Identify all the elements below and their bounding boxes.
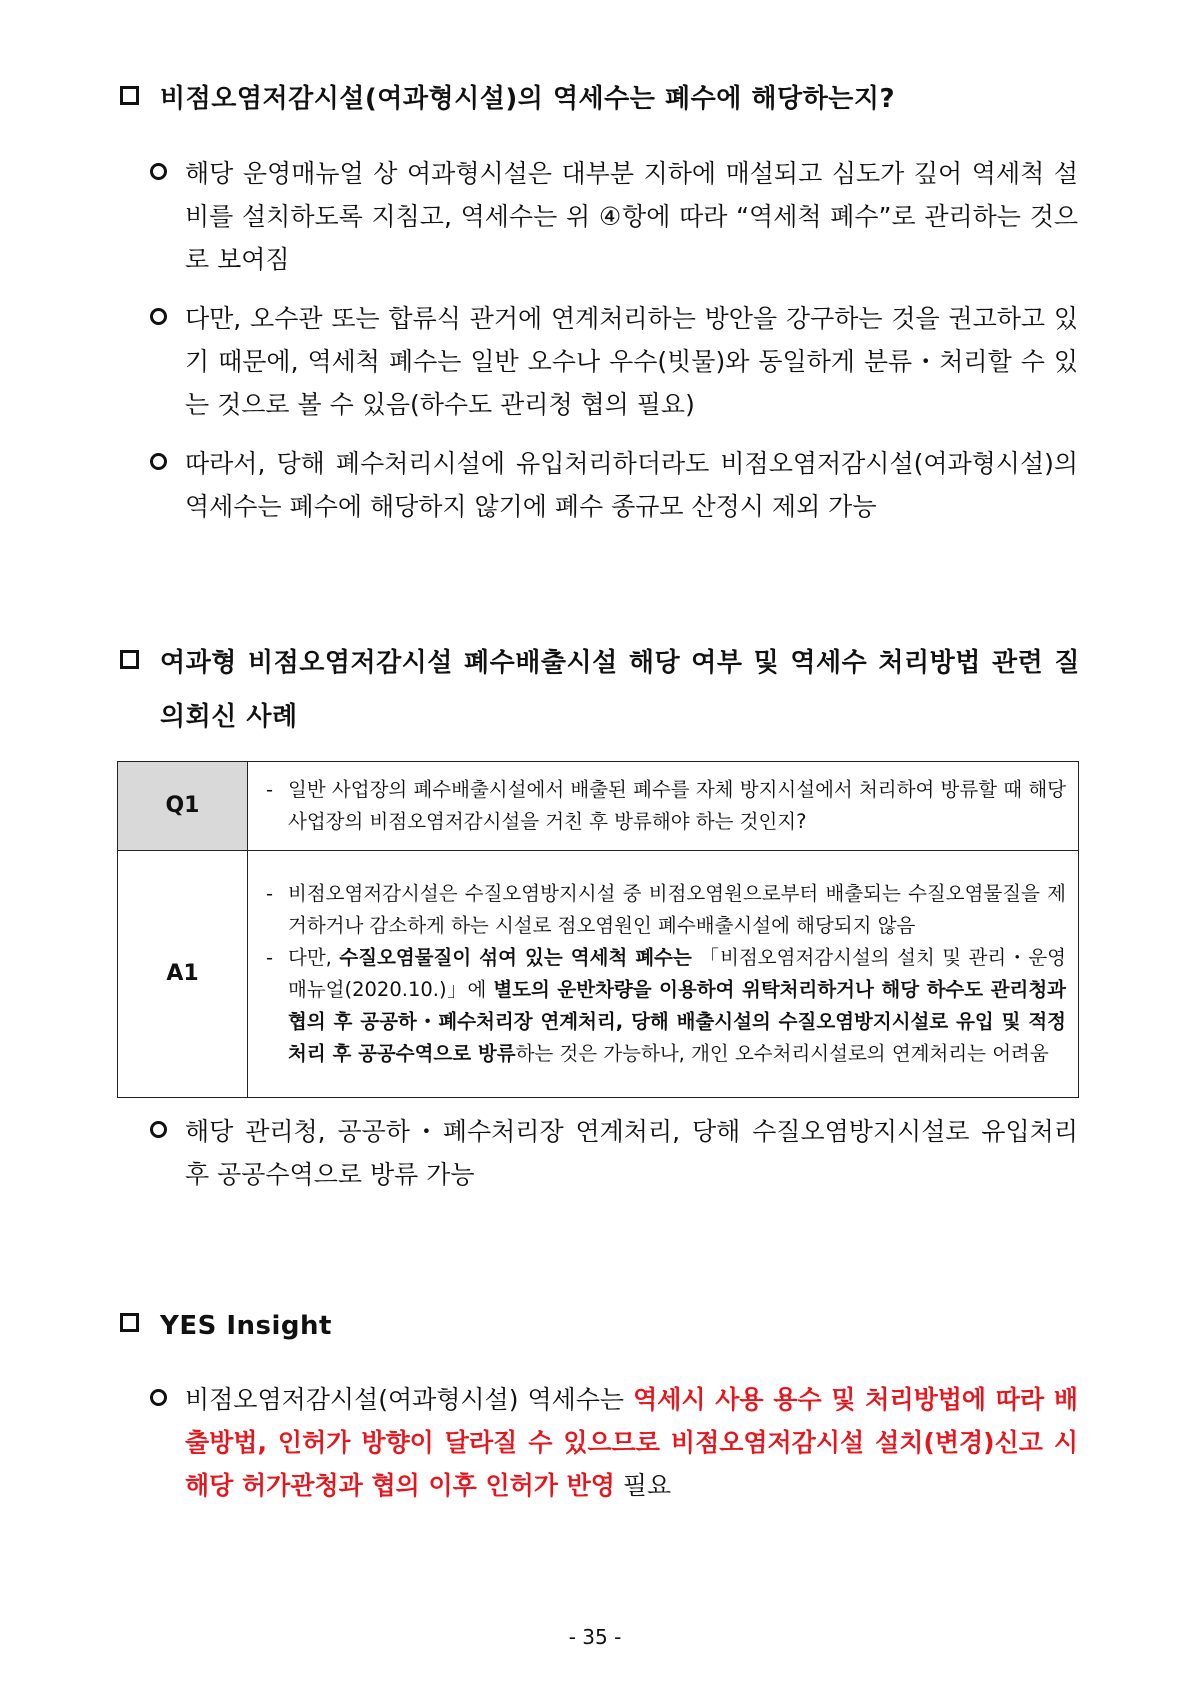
checkbox-square-icon	[120, 650, 139, 669]
circle-bullet-icon	[150, 1389, 167, 1406]
paragraph-text	[150, 1378, 1078, 1507]
answer-text: 하는 것은 가능하나, 개인 오수처리시설로의 연계처리는 어려움	[515, 1042, 1049, 1065]
answer-bold-text: 수질오염물질이 섞여 있는 역세척 폐수는	[339, 946, 692, 969]
paragraph-text: 다만, 오수관 또는 합류식 관거에 연계처리하는 방안을 강구하는 것을 권고하고 있기 때문에, 역세척 폐수는 일반 오수나 우수(빗물)와 동일하게 분류・처리할 수 있는 것으로 볼 수 있음(하수도 관리청 협의 필요)	[185, 304, 1078, 419]
question-row	[118, 762, 1079, 851]
checkbox-square-icon	[120, 1313, 139, 1332]
bullet-paragraph	[150, 152, 1078, 281]
section-heading-case-study	[120, 636, 1080, 744]
page-number: - 35 -	[568, 1625, 622, 1649]
circle-bullet-icon	[150, 1121, 167, 1138]
circle-bullet-icon	[150, 163, 167, 180]
question-label: Q1	[118, 762, 248, 851]
answer-row	[118, 851, 1079, 1098]
answer-text: 다만,	[288, 946, 340, 969]
answer-cell: - 비점오염저감시설은 수질오염방지시설 중 비점오염원으로부터 배출되는 수질오염물질을 제거하거나 감소하게 하는 시설로 점오염원인 폐수배출시설에 해당되지 않음 - 다만, 수질오염물질이 섞여 있는 역세척 폐수는 「비점오염저감시설의 설치 및 관리・운영 매뉴얼(2020.10.)」에 별도의 운반차량을 이용하여 위탁처리하거나 해당 하수도 관리청과 협의 후 공공하・폐수처리장 연계처리, 당해 배출시설의 수질오염방지시설로 유입 및 적정처리 후 공공수역으로 방류하는 것은 가능하나, 개인 오수처리시설로의 연계처리는 어려움	[248, 851, 1079, 1098]
question-text: 일반 사업장의 폐수배출시설에서 배출된 폐수를 자체 방지시설에서 처리하여 방류할 때 해당 사업장의 비점오염저감시설을 거친 후 방류해야 하는 것인지?	[288, 778, 1066, 833]
section-heading-backwash	[120, 72, 1080, 126]
checkbox-square-icon	[120, 86, 139, 105]
paragraph-text: 해당 운영매뉴얼 상 여과형시설은 대부분 지하에 매설되고 심도가 깊어 역세척 설비를 설치하도록 지침고, 역세수는 위 ④항에 따라 “역세척 폐수”로 관리하는 것으로 보여짐	[185, 159, 1078, 274]
qa-table	[117, 761, 1079, 1098]
insight-text: 비점오염저감시설(여과형시설) 역세수는	[185, 1385, 634, 1414]
insight-highlight-text: 역세시 사용 용수 및 처리방법에 따라 배출방법, 인허가 방향이 달라질 수 있으므로 비점오염저감시설 설치(변경)신고 시 해당 허가관청과 협의 이후 인허가 반영	[185, 1385, 1079, 1500]
bullet-paragraph	[150, 1110, 1078, 1196]
paragraph-text: 해당 관리청, 공공하・폐수처리장 연계처리, 당해 수질오염방지시설로 유입처리 후 공공수역으로 방류 가능	[185, 1117, 1078, 1189]
insight-text: 필요	[614, 1471, 672, 1500]
answer-bold-text: 별도의 운반차량을 이용하여 위탁처리하거나 해당 하수도 관리청과 협의 후 공공하・폐수처리장 연계처리, 당해 배출시설의 수질오염방지시설로 유입 및 적정처리 후 공공수역으로 방류	[288, 978, 1066, 1065]
answer-text: 「비점오염저감시설의 설치 및 관리・운영 매뉴얼(2020.10.)」에	[288, 946, 1066, 1001]
bullet-paragraph	[150, 1378, 1078, 1507]
bullet-paragraph	[150, 297, 1078, 426]
bullet-paragraph	[150, 442, 1078, 528]
circle-bullet-icon	[150, 308, 167, 325]
heading-text: YES Insight	[160, 1311, 332, 1341]
heading-text: 여과형 비점오염저감시설 폐수배출시설 해당 여부 및 역세수 처리방법 관련 질의회신 사례	[160, 648, 1080, 732]
paragraph-text: 따라서, 당해 폐수처리시설에 유입처리하더라도 비점오염저감시설(여과형시설)의 역세수는 폐수에 해당하지 않기에 폐수 종규모 산정시 제외 가능	[185, 449, 1078, 521]
section-heading-insight	[120, 1299, 1080, 1353]
heading-text: 비점오염저감시설(여과형시설)의 역세수는 폐수에 해당하는지?	[160, 84, 896, 114]
answer-label: A1	[118, 851, 248, 1098]
answer-item: 비점오염저감시설은 수질오염방지시설 중 비점오염원으로부터 배출되는 수질오염물질을 제거하거나 감소하게 하는 시설로 점오염원인 폐수배출시설에 해당되지 않음	[288, 882, 1066, 937]
question-cell: - 일반 사업장의 폐수배출시설에서 배출된 폐수를 자체 방지시설에서 처리하여 방류할 때 해당 사업장의 비점오염저감시설을 거친 후 방류해야 하는 것인지?	[248, 762, 1079, 851]
circle-bullet-icon	[150, 453, 167, 470]
